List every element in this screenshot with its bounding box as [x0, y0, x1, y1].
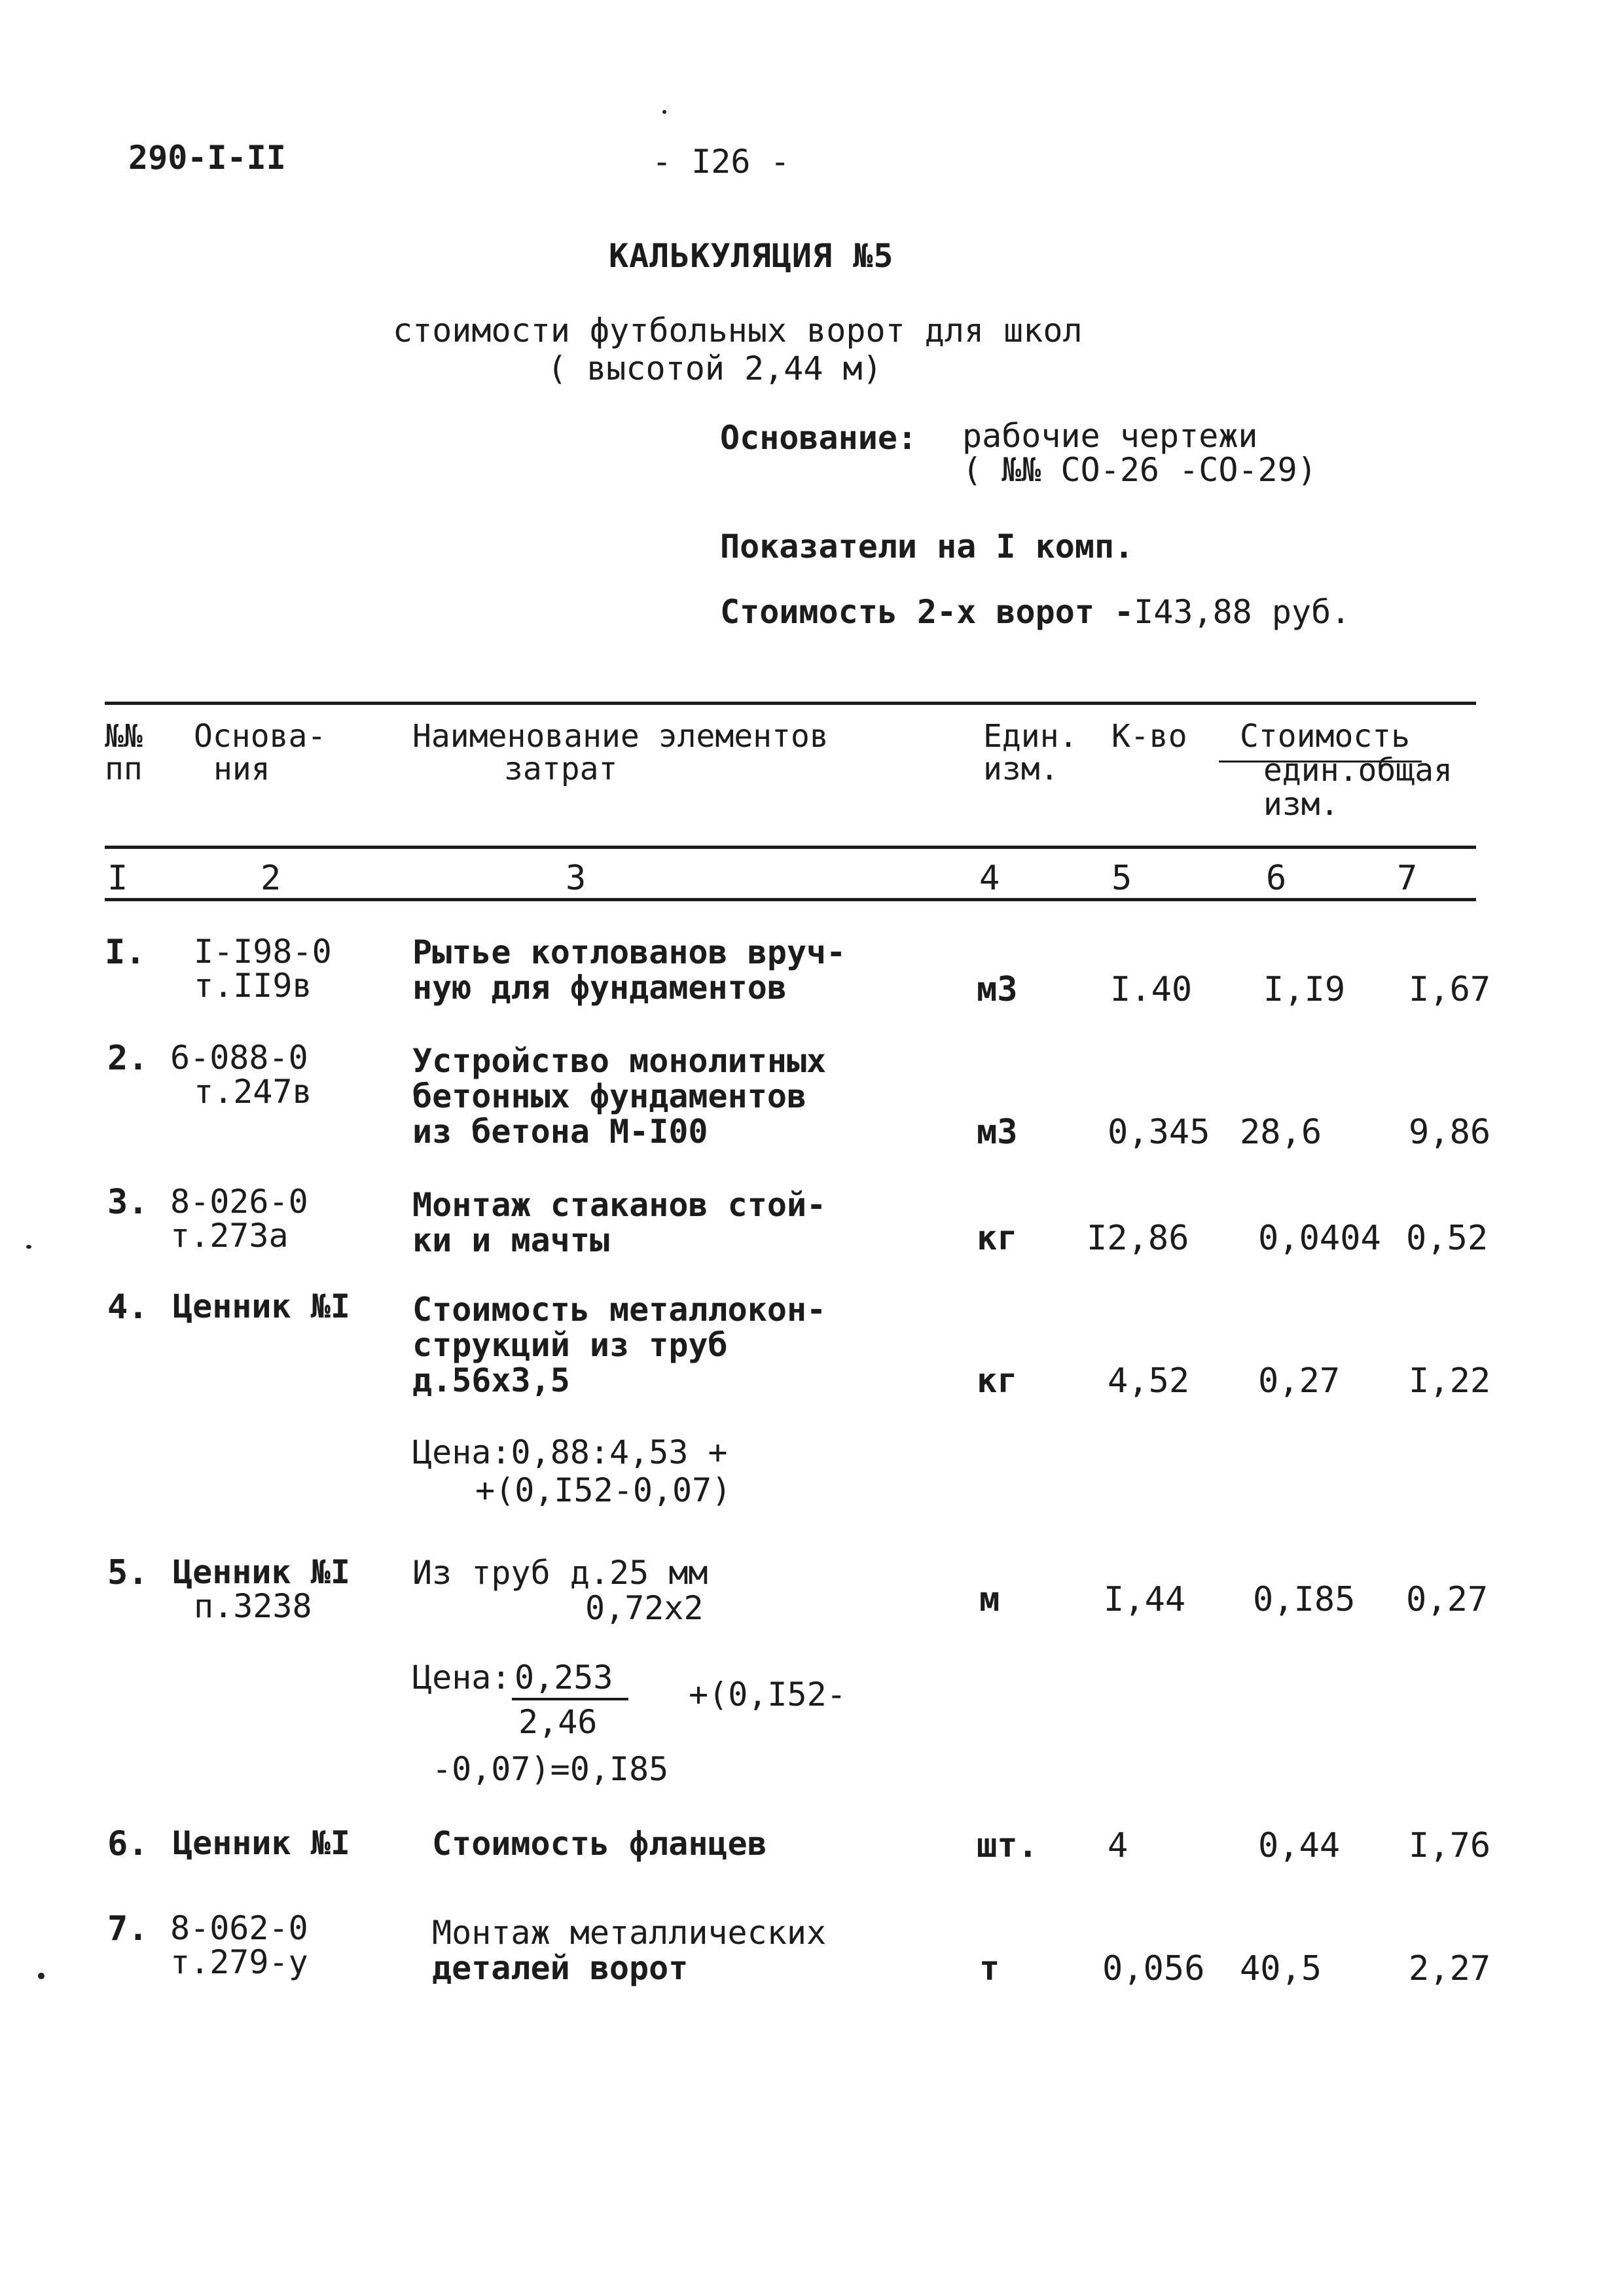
row-number: 4. [107, 1287, 149, 1327]
row-number: I. [105, 933, 146, 972]
row-unit: т [979, 1949, 1000, 1988]
colnum-7: 7 [1397, 859, 1418, 898]
price-note-denominator: 2,46 [518, 1703, 598, 1741]
row-unit-price: I,I9 [1263, 970, 1346, 1009]
header-col-unit-cost: един.общая [1263, 752, 1453, 789]
colnum-1: I [107, 859, 128, 898]
row-unit: м3 [977, 1113, 1018, 1152]
header-col-name: Наименование элементов затрат [412, 718, 829, 787]
row-basis: Ценник №I [173, 1824, 350, 1862]
row-basis: 8-062-0 т.279-у [170, 1909, 308, 1981]
row-unit: шт. [977, 1826, 1038, 1865]
row-name: Рытье котлованов вруч- ную для фундаментов [412, 933, 846, 1007]
row-qty: 0,056 [1102, 1949, 1205, 1988]
row-qty: I2,86 [1087, 1219, 1189, 1258]
row-qty: I,44 [1104, 1580, 1186, 1619]
scan-speck [26, 1245, 31, 1249]
price-note-end: -0,07)=0,I85 [432, 1750, 669, 1788]
price-note-label: Цена: [412, 1659, 511, 1696]
price-note-tail: +(0,I52- [689, 1676, 846, 1713]
total-cost-value: I43,88 руб. [1134, 593, 1351, 631]
row-total: 0,52 [1406, 1219, 1489, 1258]
header-col-cost: Стоимость [1240, 718, 1411, 755]
row-number: 7. [107, 1909, 149, 1948]
row-unit: м3 [977, 970, 1018, 1009]
basis-label: Основание: [720, 419, 918, 457]
row-unit-price: 0,0404 [1258, 1219, 1381, 1258]
basis-value [962, 419, 1317, 487]
row-name: Стоимость фланцев [432, 1825, 767, 1863]
row-unit: кг [977, 1361, 1018, 1401]
colnum-3: 3 [566, 859, 586, 898]
subtitle-line-2: ( высотой 2,44 м) [547, 350, 882, 387]
row-basis: 6-088-0 т.247в [170, 1039, 312, 1111]
price-note: Цена:0,88:4,53 + +(0,I52-0,07) [412, 1433, 732, 1509]
row-qty: I.40 [1110, 970, 1193, 1009]
scan-speck [38, 1973, 45, 1979]
table-colnum-rule [105, 898, 1476, 901]
row-name: Монтаж металлических деталей ворот [432, 1914, 827, 1987]
row-unit-price: 0,44 [1258, 1826, 1341, 1865]
page-number: - I26 - [652, 143, 790, 181]
row-basis: I-I98-0 т.II9в [194, 933, 332, 1005]
row-number: 6. [107, 1824, 149, 1863]
colnum-4: 4 [979, 859, 1000, 898]
row-total: I,67 [1409, 970, 1491, 1009]
row-total: 2,27 [1409, 1949, 1491, 1988]
header-col-number: №№ пп [105, 718, 143, 787]
header-col-qty: К-во [1111, 718, 1187, 755]
row-total: I,76 [1409, 1826, 1491, 1865]
header-col-unit-cost-2: изм. [1263, 786, 1339, 823]
basis-line-1: рабочие чертежи [962, 417, 1258, 455]
price-note-numerator: 0,253 [514, 1659, 613, 1696]
basis-line-2: ( №№ СО-26 -СО-29) [962, 451, 1317, 489]
scan-speck [662, 110, 666, 114]
total-cost-line [720, 593, 1350, 631]
row-basis: 8-026-0 т.273а [170, 1183, 308, 1255]
colnum-2: 2 [261, 859, 281, 898]
colnum-5: 5 [1111, 859, 1132, 898]
row-number: 5. [107, 1553, 149, 1592]
row-name: Из труб д.25 мм 0,72х2 [412, 1554, 708, 1627]
row-unit-price: 28,6 [1240, 1113, 1322, 1152]
row-basis: Ценник №I [173, 1287, 350, 1325]
row-basis: Ценник №I п.3238 [173, 1553, 350, 1625]
subtitle-line-1: стоимости футбольных ворот для школ [393, 312, 1083, 350]
row-name: Монтаж стаканов стой- ки и мачты [412, 1186, 827, 1259]
row-name: Устройство монолитных бетонных фундаментов из бетона М-I00 [412, 1042, 827, 1151]
row-total: 9,86 [1409, 1113, 1491, 1152]
header-col-basis: Основа- ния [194, 718, 327, 787]
row-unit-price: 0,I85 [1253, 1580, 1356, 1619]
header-col-unit: Един. изм. [983, 718, 1078, 787]
document-code: 290-I-II [128, 139, 286, 177]
row-number: 2. [107, 1039, 149, 1078]
indicators-line: Показатели на I комп. [720, 528, 1134, 565]
row-unit-price: 40,5 [1240, 1949, 1322, 1988]
row-unit: м [979, 1580, 1000, 1619]
colnum-6: 6 [1266, 859, 1287, 898]
document-title: КАЛЬКУЛЯЦИЯ №5 [609, 237, 894, 275]
row-total: I,22 [1409, 1361, 1491, 1401]
table-top-rule [105, 702, 1476, 705]
row-name: Стоимость металлокон- струкций из труб д.56х3,5 [412, 1291, 827, 1399]
row-unit-price: 0,27 [1258, 1361, 1341, 1401]
row-total: 0,27 [1406, 1580, 1489, 1619]
row-qty: 0,345 [1108, 1113, 1210, 1152]
fraction-bar [512, 1698, 628, 1700]
table-header-rule [105, 846, 1476, 849]
document-subtitle [393, 312, 1083, 387]
row-qty: 4 [1108, 1826, 1128, 1865]
row-qty: 4,52 [1108, 1361, 1190, 1401]
row-number: 3. [107, 1183, 149, 1222]
row-unit: кг [977, 1219, 1018, 1258]
total-cost-label: Стоимость 2-х ворот - [720, 593, 1134, 631]
